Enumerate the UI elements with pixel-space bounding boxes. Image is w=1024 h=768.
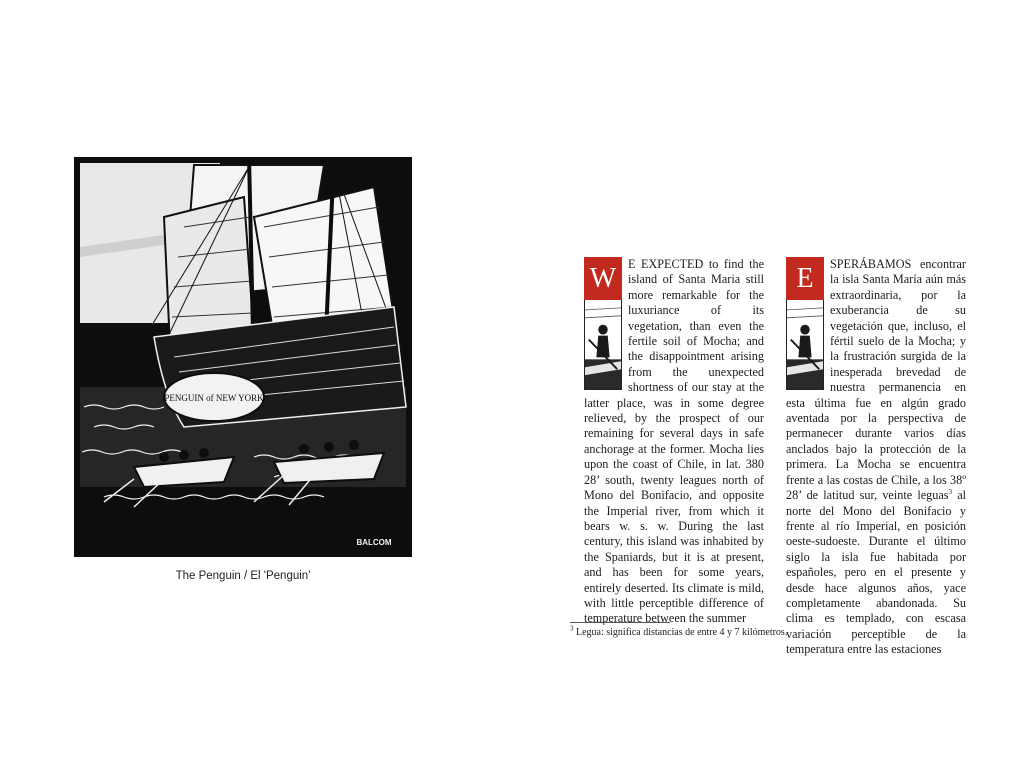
drop-cap-letter: E — [786, 257, 824, 300]
drop-cap-letter: W — [584, 257, 622, 300]
spanish-text-part-2: al norte del Mono del Bonifacio y frente al río Imperial, en posición oeste-sudoeste. Durante el último siglo la isla fue habitada por españoles, pero en el presente y desde hace algunos años, yace completamente abandonada. Su clima es templado, con escasa variación perceptible de la temperatura entre las estaciones — [786, 488, 967, 657]
spanish-text-column — [786, 257, 966, 658]
footnote-rule — [570, 622, 670, 623]
footnote — [570, 624, 990, 638]
rower-vignette-icon — [786, 300, 824, 390]
artist-signature: BALCOM — [356, 538, 392, 547]
penguin-woodcut-illustration — [74, 157, 412, 557]
footnote-reference[interactable]: 3 — [948, 488, 952, 497]
rower-vignette-icon — [584, 300, 622, 390]
stern-inscription: PENGUIN of NEW YORK — [164, 393, 264, 403]
spanish-drop-cap — [786, 257, 824, 390]
english-paragraph: E EXPECTED to find the island of Santa Maria still more remarkable for the luxuriance of its vegetation, than even the fertile soil of Mocha; and the disappointment arising from the unexpected shortness of our stay at the latter place, was in some degree relieved, by the prospect of our remaining for several days in safe anchorage at the former. Mocha lies upon the coast of Chile, in lat. 380 28’ south, twenty leagues north of Mono del Bonifacio, and opposite the Imperial river, from which it bears w. s. w. During the last century, this island was inhabited by the Spaniards, but it is at present, and has been for some years, entirely deserted. Its climate is mild, with little perceptible difference of temperature between the summer — [584, 257, 764, 626]
footnote-number: 3 — [570, 624, 574, 633]
english-text-column — [584, 257, 764, 627]
english-drop-cap — [584, 257, 622, 390]
woodcut-artwork — [74, 157, 412, 557]
spanish-text-part-1: SPERÁBAMOS encontrar la isla Santa María aún más extraordinaria, por la exuberancia de su vegetación que, incluso, el fértil suelo de la Mocha; y la frustración surgida de la inesperada brevedad de nuestra permanencia en esta última fue en algún grado aventada por la perspectiva de permanecer durante varios días anclados bajo la protección de la primera. La Mocha se encuentra frente a las costas de Chile, a los 38º 28’ de latitud sur, veinte leguas — [786, 257, 966, 503]
illustration-caption: The Penguin / El 'Penguin' — [175, 570, 311, 582]
footnote-text: Legua: significa distancias de entre 4 y 7 kilómetros. — [576, 627, 788, 638]
